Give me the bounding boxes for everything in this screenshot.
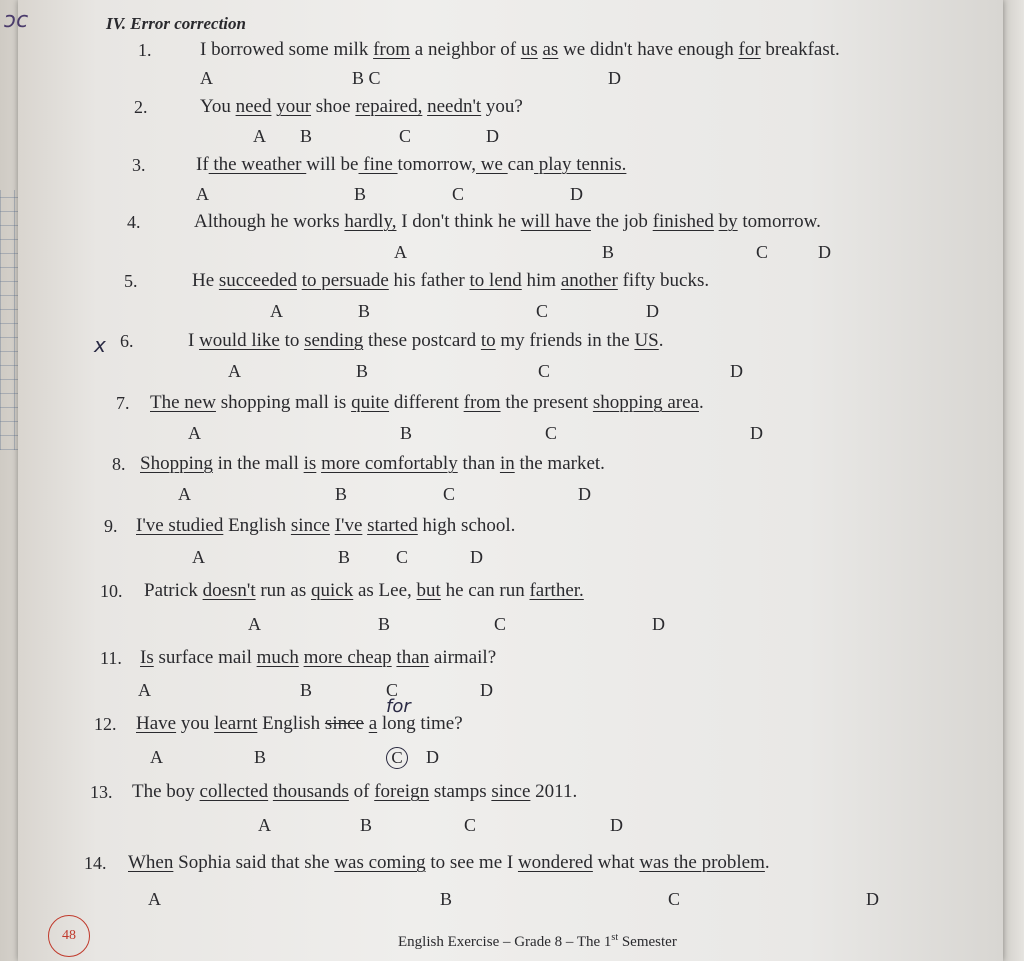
question-number: 8. [112,454,126,474]
underlined-option-text: Have [136,713,177,734]
option-letter [148,889,161,910]
underlined-option-text: I've [334,515,363,536]
question-sentence [188,330,663,352]
sentence-text: these postcard [363,330,481,351]
question-number: 5. [124,271,138,291]
underlined-option-text: shopping area [592,392,699,413]
option-letter [646,301,659,322]
option-letter-text: B [360,815,373,835]
sentence-text: he can run [440,580,530,601]
option-letter [400,423,412,444]
option-letter-text: C [668,889,681,909]
option-letter-text: D [818,242,831,262]
option-letter-text: B C [352,68,381,88]
option-letter [480,680,493,701]
option-letter [360,815,372,836]
question-sentence [196,154,626,176]
option-letter-text: A [138,680,151,700]
underlined-option-text: quite [351,392,390,413]
option-letter-text: D [480,680,493,700]
option-letter-text: D [426,747,439,767]
question-sentence [144,580,584,602]
underlined-option-text: but [416,580,441,601]
option-letter [300,680,312,701]
option-letter-text: B [300,126,313,146]
option-letter-text: C [452,184,465,204]
option-letter-text: D [750,423,763,443]
underlined-option-text: from [463,392,501,413]
underlined-option-text: doesn't [202,580,256,601]
option-letter [602,242,614,263]
sentence-text: than [457,453,500,474]
option-letter-text: C [399,126,412,146]
underlined-option-text: us [520,39,538,60]
option-letter [452,184,464,205]
underlined-option-text: by [718,211,738,232]
option-letter-text: D [470,547,483,567]
option-letter-text: C [464,815,477,835]
option-letter-text: A [178,484,191,504]
sentence-text: . [698,392,704,413]
underlined-option-text: foreign [374,781,430,802]
option-letter-text: B [254,747,267,767]
sentence-text: If [196,154,209,175]
underlined-option-text: The new [150,392,216,413]
option-letter [138,680,151,701]
sentence-text: him [521,270,561,291]
underlined-option-text: fine [358,154,398,175]
sentence-text: of [348,781,375,802]
sentence-text: Sophia said that she [173,852,335,873]
underlined-option-text: we [476,154,508,175]
question-sentence [128,852,770,874]
underlined-option-text: more cheap [303,647,392,668]
underlined-option-text: sending [304,330,364,351]
sentence-text: I don't think he [396,211,521,232]
underlined-option-text: to [480,330,496,351]
underlined-option-text: the weather [208,154,307,175]
sentence-text: He [192,270,219,291]
option-letter-text: D [578,484,591,504]
underlined-option-text: play tennis. [534,154,627,175]
question-sentence [192,270,709,292]
question-number: 1. [138,40,152,60]
option-letter [150,747,163,768]
option-letter-text: A [188,423,201,443]
option-letter [668,889,680,910]
sentence-text: the market. [514,453,605,474]
question-number: 12. [94,714,117,734]
option-letter-text: C [386,747,408,769]
underlined-option-text: collected [199,781,269,802]
option-letter [258,815,271,836]
option-letter [253,126,266,147]
option-letter-text: B [356,361,369,381]
option-letter-text: D [646,301,659,321]
underlined-option-text: US [634,330,659,351]
sentence-text: you? [481,96,523,117]
underlined-option-text: than [396,647,430,668]
option-letter-text: A [258,815,271,835]
option-letter [354,184,366,205]
option-letter [538,361,550,382]
underlined-option-text: was the problem [639,852,765,873]
option-letter [378,614,390,635]
question-sentence [200,39,840,61]
sentence-text: breakfast. [760,39,840,60]
option-letter [386,747,408,769]
option-letter-text: B [335,484,348,504]
underlined-option-text: from [373,39,411,60]
option-letter-text: B [602,242,615,262]
sentence-text: different [389,392,464,413]
option-letter-text: B [440,889,453,909]
option-letter [730,361,743,382]
option-letter-text: D [730,361,743,381]
underlined-option-text: succeeded [218,270,297,291]
sentence-text: my friends in the [495,330,635,351]
sentence-text: a neighbor of [410,39,521,60]
underlined-option-text: another [560,270,618,291]
option-letter [652,614,665,635]
sentence-text: . [658,330,664,351]
underlined-option-text: I've studied [136,515,224,536]
underlined-option-text: need [235,96,272,117]
question-sentence [150,392,704,414]
question-sentence [140,647,496,669]
section-title: IV. Error correction [106,14,246,33]
sentence-text: airmail? [429,647,497,668]
underlined-option-text: for [738,39,761,60]
footer-text-end: Semester [618,934,677,950]
option-letter [356,361,368,382]
option-letter [200,68,213,89]
question-number: 7. [116,393,130,413]
option-letter [396,547,408,568]
option-letter-text: B [358,301,371,321]
margin-note: ɔc [4,8,29,33]
option-letter [818,242,831,263]
underlined-option-text: more comfortably [321,453,458,474]
option-letter [440,889,452,910]
sentence-text: . [764,852,770,873]
sentence-text: what [592,852,640,873]
option-letter [248,614,261,635]
underlined-option-text: in [499,453,515,474]
option-letter [188,423,201,444]
option-letter [358,301,370,322]
question-sentence [136,713,463,735]
question-sentence [140,453,605,475]
sentence-text: fifty bucks. [617,270,710,291]
option-letter [464,815,476,836]
option-letter-text: C [494,614,507,634]
sentence-text: The boy [132,781,200,802]
option-letter [494,614,506,635]
underlined-option-text: much [256,647,299,668]
option-letter [610,815,623,836]
option-letter-text: C [538,361,551,381]
option-letter [756,242,768,263]
option-letter-text: D [486,126,499,146]
page-number: 48 [62,928,76,943]
underlined-option-text: was coming [334,852,426,873]
sentence-text: run as [255,580,312,601]
question-number: 11. [100,648,122,668]
page-footer [398,932,677,951]
sentence-text: Patrick [144,580,203,601]
question-number: 4. [127,212,141,232]
underlined-option-text: to persuade [301,270,389,291]
option-letter-text: C [756,242,769,262]
option-letter-text: C [386,680,399,700]
sentence-text: I [188,330,200,351]
option-letter [399,126,411,147]
sentence-text: English [257,713,325,734]
underlined-option-text: repaired, [355,96,423,117]
sentence-text: tomorrow, [397,154,476,175]
option-letter-text: A [148,889,161,909]
option-letter [300,126,312,147]
underlined-option-text: will have [520,211,591,232]
underlined-option-text: a [368,713,378,734]
option-letter-text: C [396,547,409,567]
sentence-text: his father [388,270,470,291]
underlined-option-text: learnt [214,713,258,734]
underlined-option-text: as [542,39,559,60]
option-letter [352,68,381,89]
question-number: 3. [132,155,146,175]
sentence-text: Although he works [194,211,345,232]
sentence-text: shopping mall is [215,392,352,413]
option-letter [486,126,499,147]
option-letter-text: C [545,423,558,443]
underlined-option-text: since [491,781,531,802]
question-number: 14. [84,853,107,873]
question-sentence [200,96,523,118]
page-number-badge [48,915,90,957]
underlined-option-text: farther. [529,580,584,601]
option-letter [192,547,205,568]
option-letter [338,547,350,568]
underlined-option-text: Is [140,647,154,668]
option-letter [470,547,483,568]
question-number: 6. [120,331,134,351]
underlined-option-text: would like [199,330,280,351]
option-letter [335,484,347,505]
underlined-option-text: started [367,515,418,536]
underlined-option-text: your [276,96,312,117]
question-number: 10. [100,581,123,601]
sentence-text: as Lee, [353,580,417,601]
sentence-text: in the mall [212,453,304,474]
option-letter [178,484,191,505]
sentence-text: high school. [417,515,516,536]
option-letter [536,301,548,322]
sentence-text: will be [306,154,359,175]
option-letter [570,184,583,205]
option-letter [228,361,241,382]
option-letter [608,68,621,89]
sentence-text: to see me I [425,852,518,873]
option-letter-text: B [300,680,313,700]
option-letter-text: B [378,614,391,634]
sentence-text: tomorrow. [737,211,821,232]
question-number: 13. [90,782,113,802]
sentence-text: we didn't have enough [558,39,739,60]
option-letter [196,184,209,205]
option-letter-text: A [150,747,163,767]
sentence-text: shoe [311,96,356,117]
question-number: 2. [134,97,148,117]
underlined-option-text: wondered [517,852,593,873]
question-sentence [136,515,515,537]
option-letter-text: A [248,614,261,634]
sentence-text: stamps [429,781,492,802]
sentence-text: You [200,96,236,117]
sentence-text: the present [500,392,593,413]
sentence-text: 2011. [530,781,578,802]
option-letter-text: A [200,68,213,88]
sentence-text: surface mail [153,647,257,668]
option-letter-text: D [652,614,665,634]
option-letter [426,747,439,768]
option-letter-text: D [608,68,621,88]
option-letter-text: D [610,815,623,835]
option-letter [578,484,591,505]
option-letter-text: A [192,547,205,567]
handwritten-correction: for [386,696,411,717]
worksheet-page [18,0,1003,961]
underlined-option-text: hardly, [344,211,397,232]
option-letter [866,889,879,910]
option-letter [545,423,557,444]
option-letter-text: A [394,242,407,262]
underlined-option-text: thousands [272,781,349,802]
sentence-text: I borrowed some milk [200,39,374,60]
underlined-option-text: since [324,713,364,734]
sentence-text: long time? [377,713,463,734]
sentence-text: the job [590,211,653,232]
footer-text: English Exercise – Grade 8 – The 1 [398,934,612,950]
question-sentence [194,211,821,233]
sentence-text: English [223,515,291,536]
underlined-option-text: When [128,852,174,873]
sentence-text: to [279,330,305,351]
option-letter [750,423,763,444]
option-letter-text: B [338,547,351,567]
option-letter [443,484,455,505]
option-letter-text: A [270,301,283,321]
underlined-option-text: quick [311,580,354,601]
option-letter-text: B [400,423,413,443]
option-letter-text: B [354,184,367,204]
footer-superscript: st [611,932,619,943]
underlined-option-text: since [290,515,330,536]
underlined-option-text: finished [652,211,714,232]
underlined-option-text: Shopping [140,453,213,474]
option-letter-text: C [536,301,549,321]
option-letter [254,747,266,768]
option-letter-text: A [228,361,241,381]
question-sentence [132,781,577,803]
option-letter-text: A [253,126,266,146]
underlined-option-text: is [303,453,317,474]
wrong-mark: x [94,333,106,357]
option-letter-text: D [570,184,583,204]
underlined-option-text: needn't [427,96,482,117]
option-letter [394,242,407,263]
option-letter-text: A [196,184,209,204]
option-letter [270,301,283,322]
sentence-text: can [507,154,535,175]
underlined-option-text: to lend [469,270,522,291]
question-number: 9. [104,516,118,536]
option-letter-text: D [866,889,879,909]
sentence-text: you [176,713,215,734]
option-letter-text: C [443,484,456,504]
